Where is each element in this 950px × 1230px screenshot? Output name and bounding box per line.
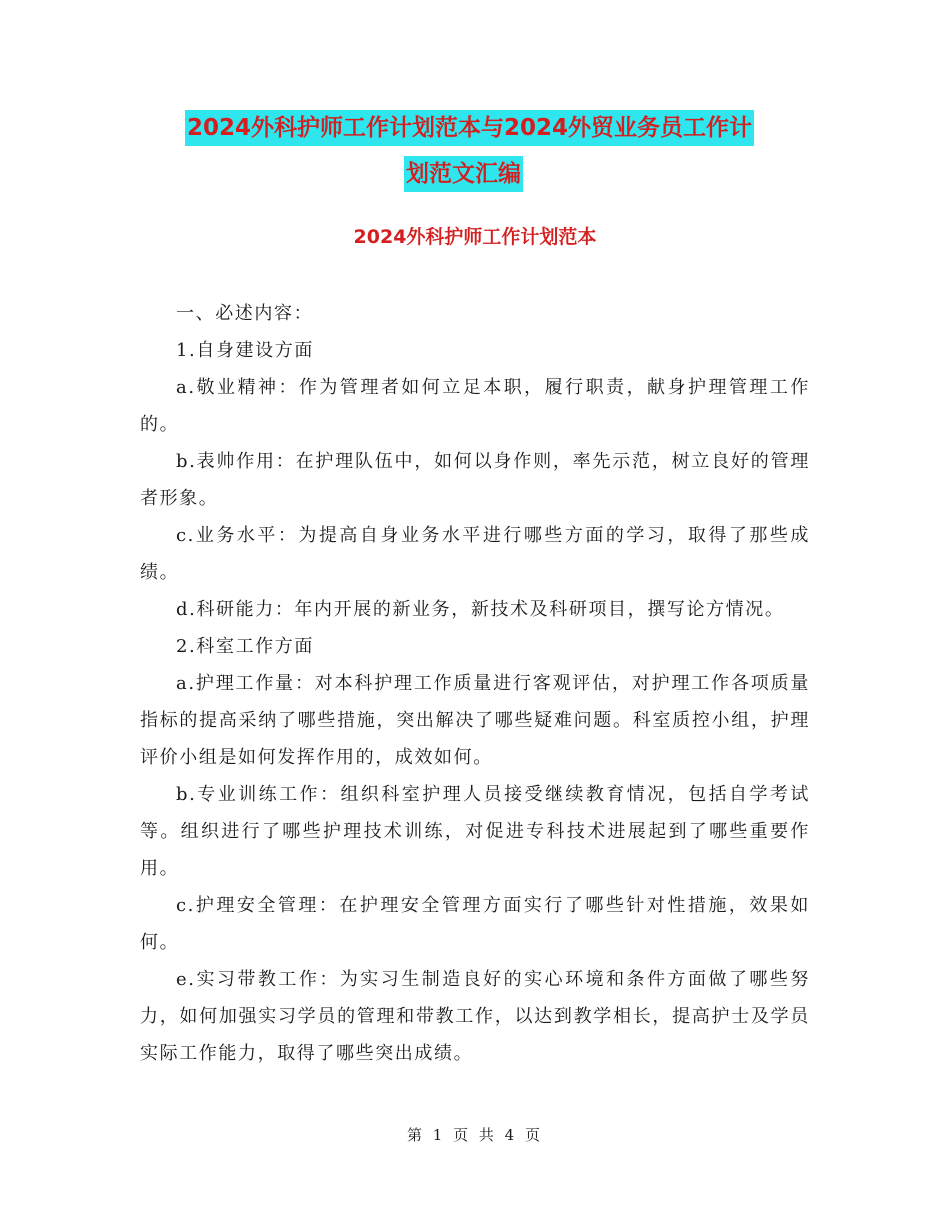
- document-body: [140, 295, 810, 1072]
- paragraph-dedication: a.敬业精神：作为管理者如何立足本职，履行职责，献身护理管理工作的。: [140, 377, 810, 435]
- page-number: 第 1 页 共 4 页: [407, 1126, 543, 1144]
- paragraph-skill-level: c.业务水平：为提高自身业务水平进行哪些方面的学习，取得了那些成绩。: [140, 525, 810, 583]
- title-line-1: 2024外科护师工作计划范本与2024外贸业务员工作计: [185, 110, 754, 146]
- paragraph-training: b.专业训练工作：组织科室护理人员接受继续教育情况，包括自学考试等。组织进行了哪些护理技术训练，对促进专科技术进展起到了哪些重要作用。: [140, 784, 810, 879]
- paragraph-workload: a.护理工作量：对本科护理工作质量进行客观评估，对护理工作各项质量指标的提高采纳了哪些措施，突出解决了哪些疑难问题。科室质控小组，护理评价小组是如何发挥作用的，成效如何。: [140, 673, 810, 768]
- paragraph-role-model: b.表帅作用：在护理队伍中，如何以身作则，率先示范，树立良好的管理者形象。: [140, 451, 810, 509]
- paragraph-subheading-self: 1.自身建设方面: [176, 340, 314, 361]
- paragraph-subheading-dept: 2.科室工作方面: [176, 636, 314, 657]
- title-line-2: 划范文汇编: [404, 156, 523, 192]
- paragraph-research: d.科研能力：年内开展的新业务，新技术及科研项目，撰写论方情况。: [176, 599, 785, 620]
- paragraph-safety: c.护理安全管理：在护理安全管理方面实行了哪些针对性措施，效果如何。: [140, 895, 810, 953]
- section-heading: 2024外科护师工作计划范本: [353, 226, 597, 248]
- paragraph-teaching: e.实习带教工作：为实习生制造良好的实心环境和条件方面做了哪些努力，如何加强实习学员的管理和带教工作，以达到教学相长，提高护士及学员实际工作能力，取得了哪些突出成绩。: [140, 969, 810, 1064]
- paragraph-heading-1: 一、必述内容：: [176, 303, 314, 324]
